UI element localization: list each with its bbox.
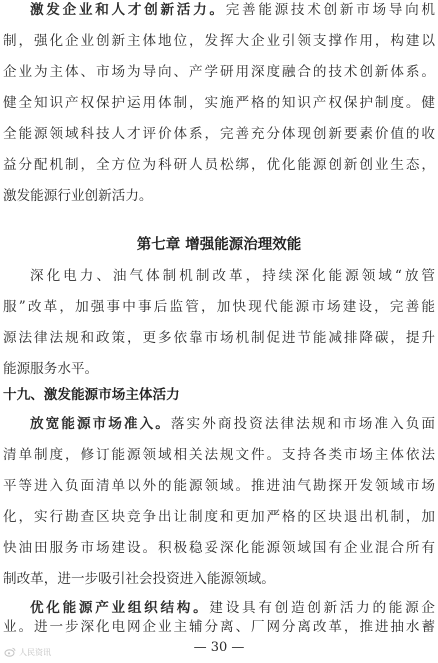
section-heading: 十九、激发能源市场主体活力 bbox=[3, 387, 180, 403]
paragraph-1-line-3: 企业为主体、市场为导向、产学研用深度融合的技术创新体系。 bbox=[3, 64, 435, 80]
paragraph-3-text: 落实外商投资法律法规和市场准入负面 bbox=[170, 416, 435, 432]
page-number: — 30 — bbox=[193, 640, 245, 655]
paragraph-3-lead: 放宽能源市场准入。 bbox=[30, 416, 171, 432]
chapter-heading: 第七章 增强能源治理效能 bbox=[136, 237, 302, 253]
paragraph-3-line-2: 清单制度，修订能源领域相关法规文件。支持各类市场主体依法 bbox=[3, 447, 435, 463]
paragraph-3-line-1 bbox=[30, 414, 435, 434]
paragraph-4-text: 建设具有创造创新活力的能源企 bbox=[209, 600, 435, 616]
paragraph-2-line-4: 能源服务水平。 bbox=[3, 361, 99, 377]
paragraph-4-line-2: 业。进一步深化电网企业主辅分离、厂网分离改革，推进抽水蓄 bbox=[3, 619, 435, 635]
paragraph-3-line-5: 快油田服务市场建设。积极稳妥深化能源领域国有企业混合所有 bbox=[3, 540, 435, 556]
paragraph-1-text: 完善能源技术创新市场导向机 bbox=[225, 2, 435, 18]
paragraph-1-line-2: 制，强化企业创新主体地位，发挥大企业引领支撑作用，构建以 bbox=[3, 33, 435, 49]
paragraph-1-line-4: 健全知识产权保护运用体制，实施严格的知识产权保护制度。健 bbox=[3, 95, 435, 111]
watermark bbox=[4, 645, 51, 659]
paragraph-1-line-6: 益分配机制，全方位为科研人员松绑，优化能源创新创业生态， bbox=[3, 157, 435, 173]
watermark-text: 人民资讯 bbox=[19, 647, 51, 657]
paragraph-1-line-7: 激发能源行业创新活力。 bbox=[3, 188, 153, 204]
paragraph-4-lead: 优化能源产业组织结构。 bbox=[30, 600, 210, 616]
paragraph-1-lead: 激发企业和人才创新活力。 bbox=[30, 2, 226, 18]
weibo-logo-icon bbox=[4, 646, 16, 658]
paragraph-2-line-2: 服”改革，加强事中事后监管，加快现代能源市场建设，完善能 bbox=[3, 299, 435, 315]
paragraph-2-line-1: 深化电力、油气体制机制改革，持续深化能源领域“放管 bbox=[30, 268, 435, 284]
paragraph-4-line-1 bbox=[30, 598, 435, 618]
paragraph-3-line-4: 化，实行勘查区块竞争出让制度和更加严格的区块退出机制，加 bbox=[3, 509, 435, 525]
paragraph-1-line-5: 全能源领域科技人才评价体系，完善充分体现创新要素价值的收 bbox=[3, 126, 435, 142]
paragraph-1-line-1 bbox=[30, 0, 435, 20]
paragraph-3-line-6: 制改革，进一步吸引社会投资进入能源领域。 bbox=[3, 571, 275, 587]
paragraph-2-line-3: 源法律法规和政策，更多依靠市场机制促进节能减排降碳，提升 bbox=[3, 330, 435, 346]
paragraph-3-line-3: 平等进入负面清单以外的能源领域。推进油气勘探开发领域市场 bbox=[3, 478, 435, 494]
